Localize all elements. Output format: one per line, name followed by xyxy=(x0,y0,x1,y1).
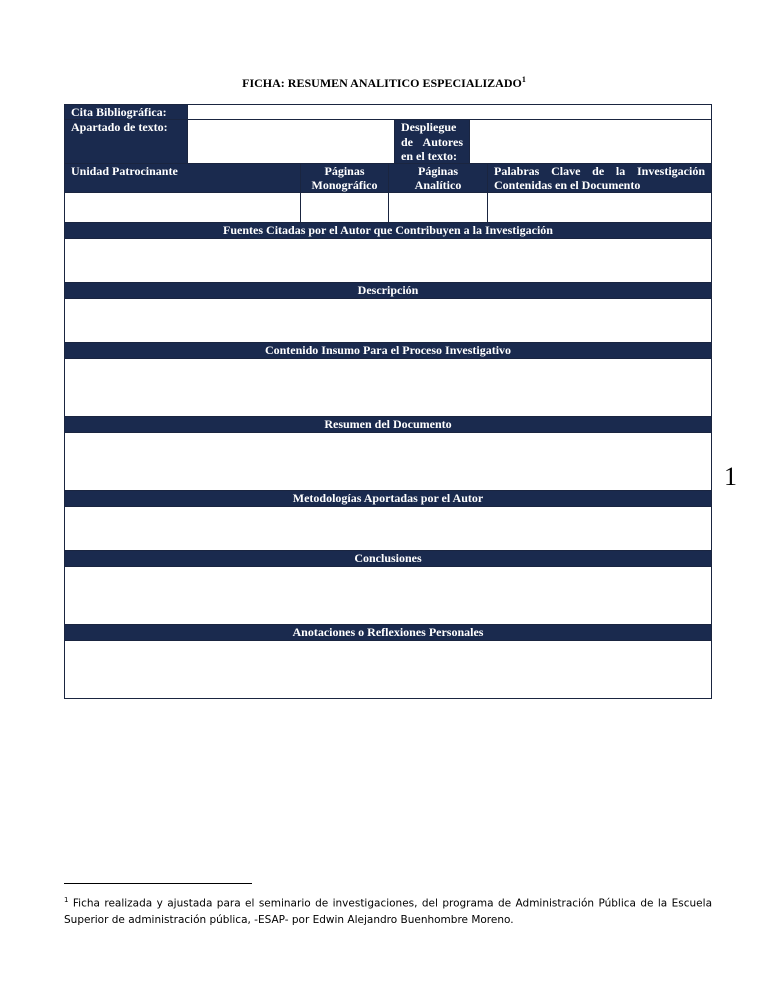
section-contenido-field[interactable] xyxy=(65,359,711,417)
section-metodologias-header: Metodologías Aportadas por el Autor xyxy=(65,491,711,507)
unidad-label: Unidad Patrocinante xyxy=(65,164,301,192)
rae-form-table xyxy=(64,104,712,699)
section-fuentes-header: Fuentes Citadas por el Autor que Contribuyen a la Investigación xyxy=(65,223,711,239)
footnote-separator xyxy=(64,883,252,884)
paginas-anal-label: Páginas Analítico xyxy=(389,164,488,192)
section-anotaciones-header: Anotaciones o Reflexiones Personales xyxy=(65,625,711,641)
footnote-text: Ficha realizada y ajustada para el seminario de investigaciones, del programa de Administración Pública de la Escuela Superior de administración pública, -ESAP- por Edwin Alejandro Buenhombre Moreno. xyxy=(64,897,712,926)
apartado-field[interactable] xyxy=(188,120,395,163)
apartado-label: Apartado de texto: xyxy=(65,120,188,163)
section-descripcion-header: Descripción xyxy=(65,283,711,299)
section-conclusiones-header: Conclusiones xyxy=(65,551,711,567)
paginas-mono-label: Páginas Monográfico xyxy=(301,164,389,192)
paginas-anal-field[interactable] xyxy=(389,193,488,222)
row-apartado xyxy=(65,120,711,164)
unidad-field[interactable] xyxy=(65,193,301,222)
row-inputs xyxy=(65,193,711,223)
despliegue-field[interactable] xyxy=(470,120,711,163)
row-cita xyxy=(65,105,711,120)
section-conclusiones-field[interactable] xyxy=(65,567,711,625)
row-headers xyxy=(65,164,711,193)
section-descripcion-field[interactable] xyxy=(65,299,711,343)
paginas-mono-field[interactable] xyxy=(301,193,389,222)
palabras-label: Palabras Clave de la Investigación Contenidas en el Documento xyxy=(488,164,711,192)
footnote xyxy=(64,892,712,928)
section-metodologias-field[interactable] xyxy=(65,507,711,551)
section-resumen-field[interactable] xyxy=(65,433,711,491)
section-fuentes-field[interactable] xyxy=(65,239,711,283)
footnote-marker: 1 xyxy=(64,896,69,904)
section-anotaciones-field[interactable] xyxy=(65,641,711,698)
section-contenido-header: Contenido Insumo Para el Proceso Investigativo xyxy=(65,343,711,359)
footnote-ref: 1 xyxy=(521,75,526,84)
palabras-field[interactable] xyxy=(488,193,711,222)
document-title: FICHA: RESUMEN ANALITICO ESPECIALIZADO$^1$ xyxy=(242,75,526,90)
cita-label: Cita Bibliográfica: xyxy=(65,105,188,119)
despliegue-label: Despliegue de Autores en el texto: xyxy=(395,120,470,163)
page-number: 1 xyxy=(724,462,737,491)
cita-field[interactable] xyxy=(188,105,711,119)
section-resumen-header: Resumen del Documento xyxy=(65,417,711,433)
